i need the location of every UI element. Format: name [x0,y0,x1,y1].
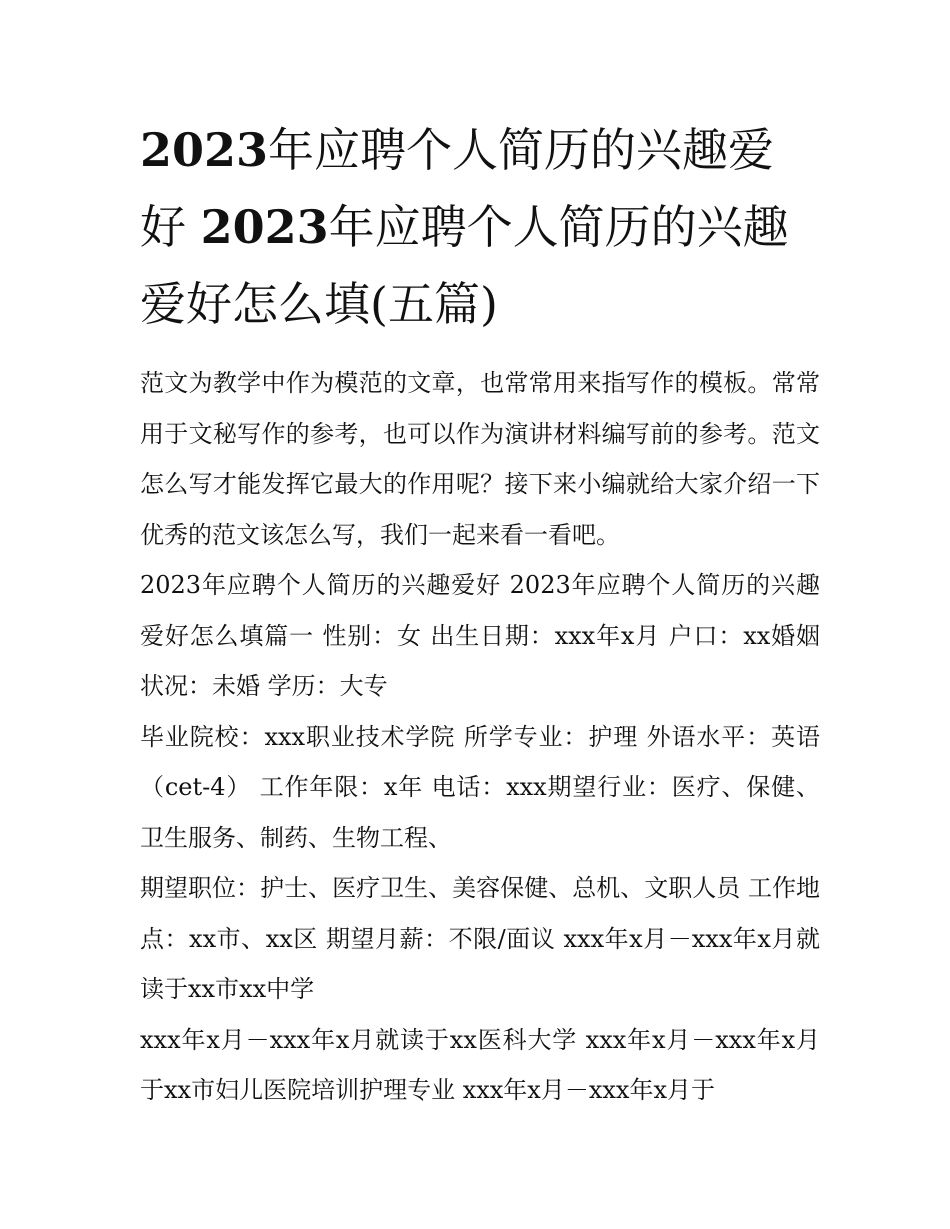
title-text: 年应聘个人简历的兴趣爱好怎么填(五篇) [140,200,789,331]
body-paragraph: 毕业院校：xxx职业技术学院 所学专业：护理 外语水平：英语（cet-4） 工作年限：x年 电话：xxx期望行业：医疗、保健、卫生服务、制药、生物工程、 [140,722,820,852]
title-text: 年应聘个人简历的兴趣爱好 [140,123,775,254]
document-title [140,112,820,343]
document-page [140,112,820,1116]
title-year: 2023 [200,200,329,254]
intro-paragraph: 范文为教学中作为模范的文章，也常常用来指写作的模板。常常用于文秘写作的参考，也可以作为演讲材料编写前的参考。范文怎么写才能发挥它最大的作用呢？接下来小编就给大家介绍一下优秀的范文该怎么写，我们一起来看一看吧。 [140,369,820,549]
body-paragraph: 2023年应聘个人简历的兴趣爱好 2023年应聘个人简历的兴趣爱好怎么填篇一 性别：女 出生日期：xxx年x月 户口：xx婚姻状况：未婚 学历：大专 [140,571,820,700]
body-paragraph: 期望职位：护士、医疗卫生、美容保健、总机、文职人员 工作地点：xx市、xx区 期望月薪：不限/面议 xxx年x月－xxx年x月就读于xx市xx中学 [140,874,820,1003]
title-year: 2023 [140,123,269,177]
body-paragraph: xxx年x月－xxx年x月就读于xx医科大学 xxx年x月－xxx年x月于xx市妇儿医院培训护理专业 xxx年x月－xxx年x月于 [140,1025,820,1104]
